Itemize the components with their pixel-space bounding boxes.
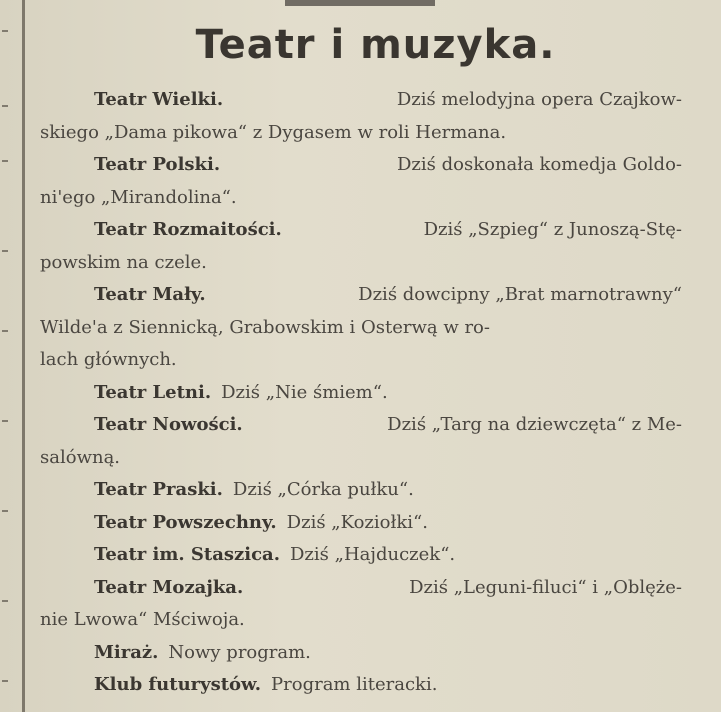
listing-line: lach głównych. — [40, 349, 177, 370]
listing-text: Dziś dowcipny „Brat marnotrawny“ — [358, 284, 682, 305]
listing-text: Dziś „Koziołki“. — [286, 511, 428, 533]
theatre-name: Teatr Letni. — [94, 381, 212, 403]
listing-text: Nowy program. — [168, 641, 311, 663]
listing-line — [40, 474, 682, 507]
theatre-name: Teatr im. Staszica. — [94, 544, 280, 565]
listing-text: Dziś doskonała komedja Goldo- — [396, 154, 682, 175]
listing-line: salówną. — [40, 446, 121, 468]
listing-text: Dziś melodyjna opera Czajkow- — [396, 89, 682, 110]
theatre-name: Teatr Rozmaitości. — [94, 219, 282, 240]
theatre-name: Teatr Mały. — [94, 284, 206, 305]
listing-text: Dziś „Szpieg“ z Junoszą-Stę- — [423, 219, 682, 240]
theatre-name: Teatr Nowości. — [94, 414, 243, 435]
listing-line — [40, 279, 682, 312]
listing-text: Dziś „Hajduczek“. — [290, 544, 456, 565]
listing-line — [40, 539, 682, 572]
listing-text: Dziś „Targ na dziewczęta“ z Me- — [387, 414, 682, 435]
listing-line — [40, 149, 682, 182]
theatre-name: Teatr Wielki. — [94, 89, 224, 110]
theatre-name: Miraż. — [94, 641, 159, 663]
listing-text: Dziś „Córka pułku“. — [232, 479, 414, 500]
listing-text: Dziś „Nie śmiem“. — [221, 381, 388, 403]
theatre-name: Teatr Powszechny. — [94, 511, 277, 533]
top-rule — [285, 0, 435, 6]
listing-line: nie Lwowa“ Mściwoja. — [40, 609, 245, 630]
column-rule — [22, 0, 25, 712]
listing-line — [40, 572, 682, 605]
listing-text: Dziś „Leguni-filuci“ i „Oblęże- — [409, 576, 682, 598]
theatre-name: Teatr Polski. — [94, 154, 221, 175]
section-title: Teatr i muzyka. — [195, 22, 556, 68]
listing-line — [40, 637, 682, 670]
listing-line — [40, 409, 682, 442]
listing-line: Wilde'a z Siennicką, Grabowskim i Osterwą w ro- — [40, 316, 490, 338]
theatre-name: Klub futurystów. — [94, 674, 262, 695]
listing-line — [40, 507, 682, 540]
listing-line: powskim na czele. — [40, 251, 207, 273]
listing-line — [40, 377, 682, 410]
theatre-name: Teatr Praski. — [94, 479, 223, 500]
listing-line: skiego „Dama pikowa“ z Dygasem w roli Hermana. — [40, 121, 507, 143]
listing-line — [40, 214, 682, 247]
listing-line — [40, 84, 682, 117]
listing-line: ni'ego „Mirandolina“. — [40, 186, 237, 208]
theatre-listings — [40, 84, 682, 702]
theatre-name: Teatr Mozajka. — [94, 576, 244, 598]
listing-line — [40, 669, 682, 702]
listing-text: Program literacki. — [271, 674, 438, 695]
